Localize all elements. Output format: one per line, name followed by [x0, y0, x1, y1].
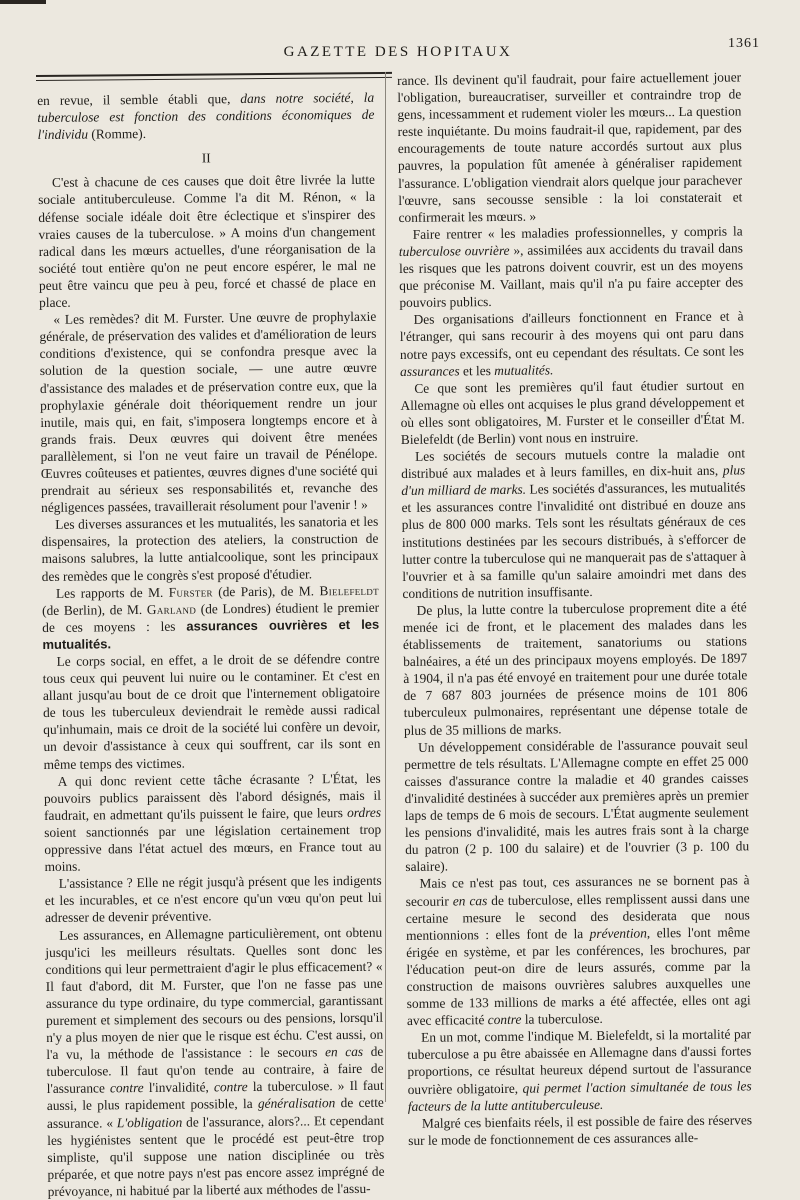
- paragraph: A qui donc revient cette tâche écrasante ? L'État, les pouvoirs publics paraissent dès l'abord désignés, mais il faudrait, en admettant qu'ils puissent le faire, que leurs ordres soient sanctionnés par une législation certainement trop oppressive dans l'état actuel des mœurs, en France tout au moins.: [43, 770, 382, 875]
- paragraph: rance. Ils devinent qu'il faudrait, pour faire actuellement jouer l'obligation, bureaucratiser, surveiller et contraindre trop de gens, incessamment et rudement violer les mœurs... La question reste inquiétante. Du moins faudrait-il que, rapidement, par des encouragements de toute nature accordés surtout aux plus pauvres, la population fût amenée à généraliser rapidement l'assurance. L'obligation viendrait alors quelque jour parachever l'œuvre, sans secousse sensible : la loi constaterait et confirmerait les mœurs. »: [397, 69, 743, 225]
- paragraph: Un développement considérable de l'assurance pouvait seul permettre de tels résultats. L'Allemagne compte en effet 25 000 caisses d'assurance contre la maladie et 40 grandes caisses d'invalidité destinées à succéder aux premières après un premier laps de temps de 6 mois de secours. L'État augmente seulement les pensions d'invalidité, mais les autres frais sont à la charge du patron (2 p. 100 du salaire) et de l'ouvrier (3 p. 100 du salaire).: [404, 736, 750, 875]
- paragraph: Le corps social, en effet, a le droit de se défendre contre tous ceux qui peuvent lui nuire ou le contaminer. Et c'est en allant jusqu'au bout de ce droit que l'internement obligatoire de tous les tuberculeux deviendrait le remède aussi radical qu'inhumain, mais ce droit de la société lui confère un devoir, un devoir d'assistance à ceux qui souffrent, car ils sont en même temps des victimes.: [42, 650, 381, 772]
- paragraph: Les diverses assurances et les mutualités, les sanatoria et les dispensaires, la protection des ateliers, la construction de maisons salubres, la lutte antialcoolique, sont les principaux des remèdes que le congrès s'est proposé d'étudier.: [41, 513, 379, 584]
- running-title: GAZETTE DES HOPITAUX: [283, 44, 513, 60]
- paragraph-intro: en revue, il semble établi que, dans notre société, la tuberculose est fonction des conditions économiques de l'individu (Romme).: [37, 89, 375, 143]
- paragraph: « Les remèdes? dit M. Furster. Une œuvre de prophylaxie générale, de préservation des valides et d'amélioration de leurs conditions d'existence, qui se confondra presque avec la solution de la question sociale, — une autre œuvre d'assistance des malades et de préservation contre eux, que la prophylaxie générale doit théoriquement rendre un jour inutile, mais qui, en fait, s'imposera longtemps encore et à grands frais. Deux œuvres qui doivent être menées parallèlement, si l'on ne veut faire un travail de Pénélope. Œuvres coûteuses et patientes, œuvres dignes d'une société qui prendrait au sérieux ses responsabilités et, revanche des négligences passées, travaillerait résolument pour l'avenir ! »: [39, 308, 378, 516]
- paragraph: Mais ce n'est pas tout, ces assurances ne se bornent pas à secourir en cas de tuberculose, elles remplissent aussi dans une certaine mesure le second des desiderata que nous mentionnions : elles font de la prévention, elles l'ont même érigée en système, et par les conférences, les brochures, par l'éducation peut-on dire de leurs assurés, comme par la construction de maisons ouvrières salubres auxquelles une somme de 133 millions de marks a été affectée, elles ont agi avec efficacité contre la tuberculose.: [405, 872, 751, 1029]
- paragraph: De plus, la lutte contre la tuberculose proprement dite a été menée ici de front, et le placement des malades dans les établissements de traitement, sanatoriums ou stations balnéaires, a été un des principaux moyens employés. De 1897 à 1904, il n'a pas été envoyé en traitement pour une durée totale de 7 687 803 journées de présence moins de 101 806 tuberculeux pulmonaires, représentant une dépense totale de plus de 35 millions de marks.: [402, 599, 748, 738]
- paragraph: Les rapports de M. Furster (de Paris), de M. Bielefeldt (de Berlin), de M. Garland (de Londres) étudient le premier de ces moyens : les assurances ouvrières et les mutualités.: [42, 582, 380, 652]
- paragraph: Les sociétés de secours mutuels contre la maladie ont distribué aux malades et à leurs familles, en dix-huit ans, plus d'un milliard de marks. Les sociétés d'assurances, les mutualités et les assurances contre l'invalidité ont distribué en douze ans plus de 800 000 marks. Tels sont les résultats généraux de ces institutions destinées par les secours distribués, à s'efforcer de lutter contre la tuberculose qui ne manquerait pas de s'attaquer à l'ouvrier et à sa famille qu'un salaire amoindri met dans des conditions de nutrition insuffisante.: [401, 445, 747, 601]
- page-header: [36, 34, 760, 64]
- paragraph: C'est à chacune de ces causes que doit être livrée la lutte sociale antituberculeuse. Comme l'a dit M. Rénon, « la défense sociale idéale doit être éclectique et s'inspirer des vraies causes de la tuberculose. » A moins d'un changement radical dans les mœurs actuelles, d'une réorganisation de la société tout entière qu'on ne peut encore espérer, le mal ne peut être vaincu que peu à peu, forcé et chassé de place en place.: [38, 172, 377, 311]
- paragraph: En un mot, comme l'indique M. Bielefeldt, si la mortalité par tuberculose a pu être abaissée en Allemagne dans d'aussi fortes proportions, ce résultat heureux dépend surtout de l'assurance ouvrière obligatoire, qui permet l'action simultanée de tous les facteurs de la lutte antituberculeuse.: [407, 1026, 752, 1114]
- corner-mark: [0, 0, 46, 4]
- paragraph: Faire rentrer « les maladies professionnelles, y compris la tuberculose ouvrière », assimilées aux accidents du travail dans les risques que les patrons doivent couvrir, est un des moyens que préconise M. Vaillant, mais qu'il n'a pu faire accepter des pouvoirs publics.: [398, 223, 744, 311]
- section-number: II: [201, 150, 211, 166]
- paragraph: Les assurances, en Allemagne particulièrement, ont obtenu jusqu'ici les meilleurs résultats. Quelles sont donc les conditions qui leur permettraient d'agir le plus efficacement? « Il faut d'abord, dit M. Furster, que l'on ne fasse pas une assurance du type ordinaire, du type commercial, garantissant purement et simplement des secours ou des pensions, lorsqu'il n'y a plus moyen de nier que le risque est échu. C'est aussi, on l'a vu, la méthode de l'assistance : le secours en cas de tuberculose. Il faut qu'on tende au contraire, à faire de l'assurance contre l'invalidité, contre la tuberculose. » Il faut aussi, le plus rapidement possible, la généralisation de cette assurance. « L'obligation de l'assurance, alors?... Et cependant les hygiénistes sentent que le procédé est peut-être trop simpliste, qu'il suppose une nation disciplinée ou très préparée, et que notre pays n'est pas encore assez imprégné de prévoyance, ni habitué par la liberté aux méthodes de l'assu-: [45, 924, 385, 1199]
- paragraph: Malgré ces bienfaits réels, il est possible de faire des réserves sur le mode de fonctionnement de ces assurances alle-: [408, 1112, 753, 1148]
- paragraph: L'assistance ? Elle ne régit jusqu'à présent que les indigents et les incurables, et ce n'est encore qu'un vœu qu'on peut lui adresser de devenir préventive.: [44, 872, 382, 926]
- right-column: [397, 68, 752, 1148]
- column-divider: [385, 72, 386, 1102]
- paragraph: Des organisations d'ailleurs fonctionnent en France et à l'étranger, qui sans recourir à des moyens qui ont paru dans notre pays excessifs, ont eu cependant des résultats. Ce sont les assurances et les mutualités.: [399, 308, 745, 379]
- page-number: 1361: [728, 36, 760, 51]
- paragraph: Ce que sont les premières qu'il faut étudier surtout en Allemagne où elles ont acquises le plus grand développement et où elles sont obligatoires, M. Furster et le conseiller d'État M. Bielefeldt (de Berlin) vont nous en instruire.: [400, 377, 745, 447]
- left-column: [37, 77, 385, 1200]
